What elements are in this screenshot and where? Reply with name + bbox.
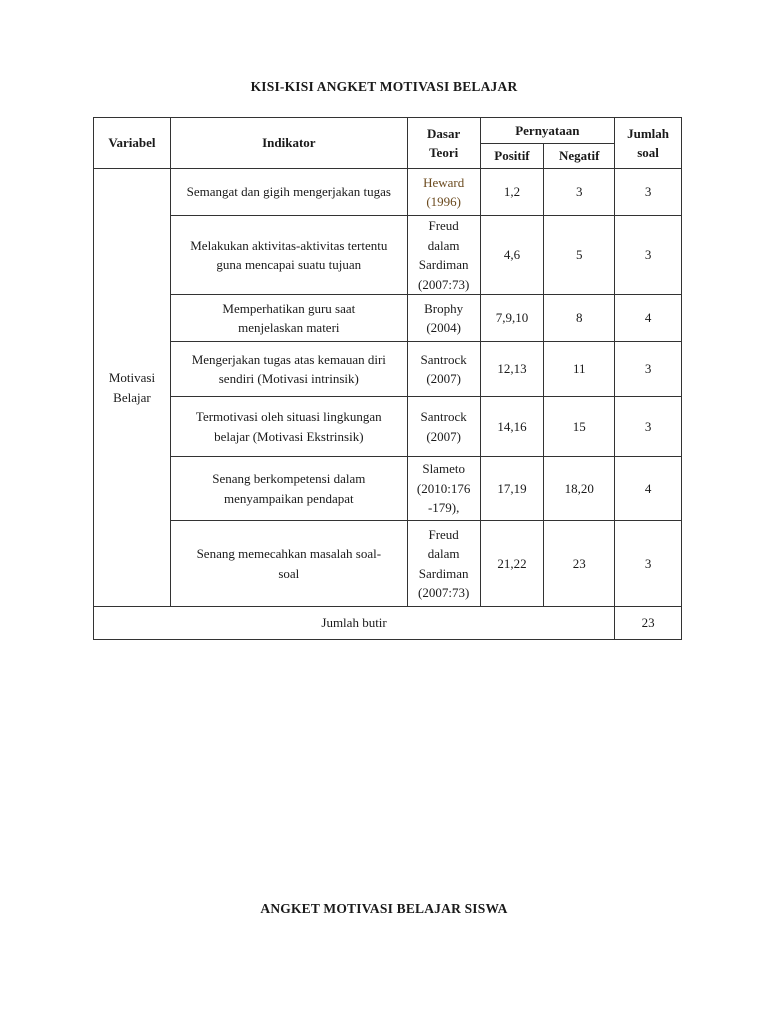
header-dasar-teori: Dasar Teori xyxy=(407,118,480,169)
positif-cell: 14,16 xyxy=(480,397,544,457)
positif-cell: 7,9,10 xyxy=(480,295,544,342)
positif-cell: 12,13 xyxy=(480,342,544,397)
table-row xyxy=(94,169,682,216)
jumlah-cell: 3 xyxy=(615,521,682,607)
kisi-kisi-table xyxy=(93,117,682,640)
table-footer-row xyxy=(94,607,682,640)
negatif-cell: 11 xyxy=(544,342,615,397)
positif-cell: 4,6 xyxy=(480,216,544,295)
indikator-cell: Senang memecahkan masalah soal-soal xyxy=(170,521,407,607)
indikator-cell: Melakukan aktivitas-aktivitas tertentu guna mencapai suatu tujuan xyxy=(170,216,407,295)
header-variabel: Variabel xyxy=(94,118,171,169)
negatif-cell: 8 xyxy=(544,295,615,342)
table-row xyxy=(94,397,682,457)
jumlah-butir-total: 23 xyxy=(615,607,682,640)
table-row xyxy=(94,457,682,521)
negatif-cell: 3 xyxy=(544,169,615,216)
table-row xyxy=(94,521,682,607)
jumlah-cell: 4 xyxy=(615,457,682,521)
positif-cell: 17,19 xyxy=(480,457,544,521)
jumlah-cell: 3 xyxy=(615,169,682,216)
negatif-cell: 15 xyxy=(544,397,615,457)
header-pernyataan: Pernyataan xyxy=(480,118,615,144)
jumlah-cell: 3 xyxy=(615,342,682,397)
header-jumlah-soal: Jumlah soal xyxy=(615,118,682,169)
variabel-cell: Motivasi Belajar xyxy=(94,169,171,607)
teori-cell: Freud dalam Sardiman (2007:73) xyxy=(407,521,480,607)
jumlah-cell: 3 xyxy=(615,397,682,457)
teori-cell: Heward (1996) xyxy=(407,169,480,216)
teori-cell: Santrock (2007) xyxy=(407,397,480,457)
negatif-cell: 5 xyxy=(544,216,615,295)
header-indikator: Indikator xyxy=(170,118,407,169)
teori-cell: Brophy (2004) xyxy=(407,295,480,342)
indikator-cell: Senang berkompetensi dalam menyampaikan pendapat xyxy=(170,457,407,521)
teori-cell: Slameto (2010:176 -179), xyxy=(407,457,480,521)
section-title: ANGKET MOTIVASI BELAJAR SISWA xyxy=(260,901,508,916)
negatif-cell: 23 xyxy=(544,521,615,607)
jumlah-cell: 4 xyxy=(615,295,682,342)
positif-cell: 1,2 xyxy=(480,169,544,216)
positif-cell: 21,22 xyxy=(480,521,544,607)
table-row xyxy=(94,342,682,397)
jumlah-cell: 3 xyxy=(615,216,682,295)
indikator-cell: Memperhatikan guru saat menjelaskan materi xyxy=(170,295,407,342)
indikator-cell: Termotivasi oleh situasi lingkungan belajar (Motivasi Ekstrinsik) xyxy=(170,397,407,457)
negatif-cell: 18,20 xyxy=(544,457,615,521)
jumlah-butir-label: Jumlah butir xyxy=(94,607,615,640)
table-row xyxy=(94,295,682,342)
indikator-cell: Semangat dan gigih mengerjakan tugas xyxy=(170,169,407,216)
page-title: KISI-KISI ANGKET MOTIVASI BELAJAR xyxy=(250,79,518,94)
teori-cell: Santrock (2007) xyxy=(407,342,480,397)
header-negatif: Negatif xyxy=(544,144,615,169)
table-row xyxy=(94,216,682,295)
header-positif: Positif xyxy=(480,144,544,169)
indikator-cell: Mengerjakan tugas atas kemauan diri sendiri (Motivasi intrinsik) xyxy=(170,342,407,397)
teori-cell: Freud dalam Sardiman (2007:73) xyxy=(407,216,480,295)
